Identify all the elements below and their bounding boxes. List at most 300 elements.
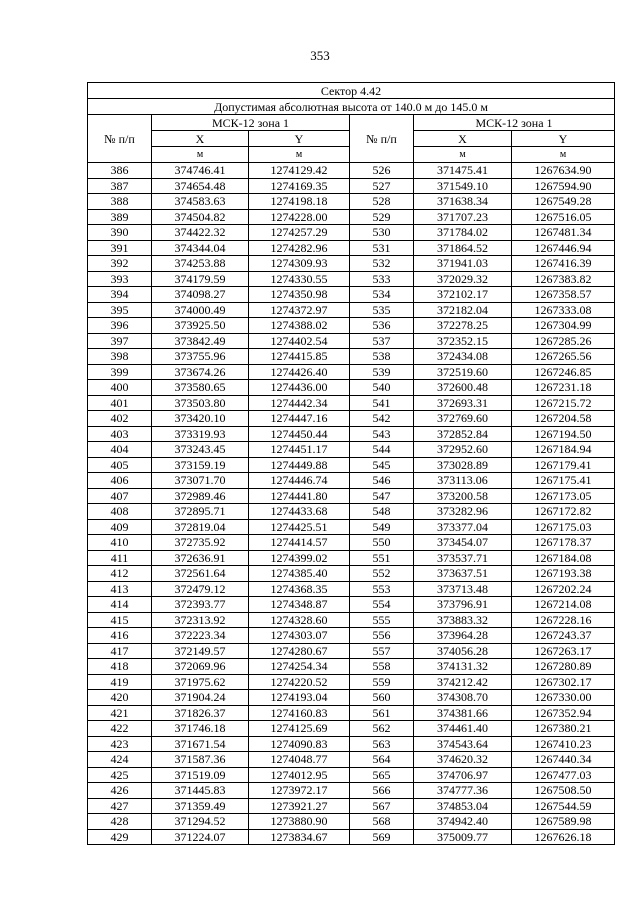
point-number-left: 411 — [88, 550, 152, 566]
point-number-left: 412 — [88, 566, 152, 582]
point-number-left: 422 — [88, 721, 152, 737]
point-number-right: 544 — [350, 442, 414, 458]
x-coordinate-right: 374942.40 — [414, 814, 512, 830]
y-coordinate-left: 1274402.54 — [249, 333, 350, 349]
point-number-right: 546 — [350, 473, 414, 489]
point-number-right: 539 — [350, 364, 414, 380]
x-coordinate-left: 371359.49 — [152, 798, 249, 814]
unit-x-left: м — [152, 147, 249, 163]
table-row — [88, 519, 615, 535]
table-row — [88, 395, 615, 411]
x-coordinate-left: 371519.09 — [152, 767, 249, 783]
y-coordinate-left: 1274169.35 — [249, 178, 350, 194]
y-coordinate-right: 1267383.82 — [512, 271, 615, 287]
y-coordinate-right: 1267204.58 — [512, 411, 615, 427]
x-coordinate-left: 372069.96 — [152, 659, 249, 675]
x-coordinate-right: 372102.17 — [414, 287, 512, 303]
x-coordinate-right: 372029.32 — [414, 271, 512, 287]
point-number-left: 392 — [88, 256, 152, 272]
x-coordinate-right: 372182.04 — [414, 302, 512, 318]
table-row — [88, 225, 615, 241]
y-coordinate-left: 1273834.67 — [249, 829, 350, 845]
y-coordinate-right: 1267172.82 — [512, 504, 615, 520]
y-header-right: Y — [512, 131, 615, 147]
point-number-left: 394 — [88, 287, 152, 303]
x-coordinate-right: 373282.96 — [414, 504, 512, 520]
point-number-left: 404 — [88, 442, 152, 458]
x-coordinate-right: 371941.03 — [414, 256, 512, 272]
point-number-right: 540 — [350, 380, 414, 396]
y-coordinate-left: 1274303.07 — [249, 628, 350, 644]
point-number-left: 398 — [88, 349, 152, 365]
system-header-right: МСК-12 зона 1 — [414, 115, 615, 131]
point-number-right: 547 — [350, 488, 414, 504]
unit-x-right: м — [414, 147, 512, 163]
point-number-right: 530 — [350, 225, 414, 241]
point-number-left: 427 — [88, 798, 152, 814]
x-coordinate-left: 371671.54 — [152, 736, 249, 752]
x-coordinate-left: 374344.04 — [152, 240, 249, 256]
point-number-right: 545 — [350, 457, 414, 473]
x-coordinate-left: 372636.91 — [152, 550, 249, 566]
y-coordinate-left: 1274012.95 — [249, 767, 350, 783]
point-number-left: 419 — [88, 674, 152, 690]
point-number-right: 533 — [350, 271, 414, 287]
y-coordinate-right: 1267184.08 — [512, 550, 615, 566]
y-coordinate-left: 1274254.34 — [249, 659, 350, 675]
table-row — [88, 426, 615, 442]
point-number-left: 393 — [88, 271, 152, 287]
table-row — [88, 550, 615, 566]
y-coordinate-right: 1267304.99 — [512, 318, 615, 334]
point-number-right: 553 — [350, 581, 414, 597]
x-coordinate-left: 374253.88 — [152, 256, 249, 272]
point-number-right: 560 — [350, 690, 414, 706]
point-number-left: 390 — [88, 225, 152, 241]
x-coordinate-right: 371549.10 — [414, 178, 512, 194]
point-number-left: 401 — [88, 395, 152, 411]
y-coordinate-right: 1267175.03 — [512, 519, 615, 535]
point-number-right: 534 — [350, 287, 414, 303]
x-coordinate-right: 371864.52 — [414, 240, 512, 256]
x-coordinate-left: 371224.07 — [152, 829, 249, 845]
y-coordinate-right: 1267440.34 — [512, 752, 615, 768]
table-row — [88, 829, 615, 845]
x-header-left: X — [152, 131, 249, 147]
y-coordinate-left: 1274129.42 — [249, 163, 350, 179]
y-coordinate-left: 1274426.40 — [249, 364, 350, 380]
x-header-right: X — [414, 131, 512, 147]
x-coordinate-left: 372989.46 — [152, 488, 249, 504]
y-coordinate-right: 1267179.41 — [512, 457, 615, 473]
y-coordinate-right: 1267215.72 — [512, 395, 615, 411]
table-row — [88, 457, 615, 473]
point-number-left: 429 — [88, 829, 152, 845]
y-coordinate-left: 1274385.40 — [249, 566, 350, 582]
table-row — [88, 488, 615, 504]
table-row — [88, 364, 615, 380]
point-number-left: 388 — [88, 194, 152, 210]
x-coordinate-left: 372313.92 — [152, 612, 249, 628]
x-coordinate-left: 373071.70 — [152, 473, 249, 489]
point-number-left: 425 — [88, 767, 152, 783]
y-coordinate-right: 1267178.37 — [512, 535, 615, 551]
point-number-left: 413 — [88, 581, 152, 597]
x-coordinate-left: 372149.57 — [152, 643, 249, 659]
y-coordinate-right: 1267352.94 — [512, 705, 615, 721]
x-coordinate-right: 373113.06 — [414, 473, 512, 489]
y-coordinate-right: 1267280.89 — [512, 659, 615, 675]
x-coordinate-left: 373159.19 — [152, 457, 249, 473]
point-number-left: 397 — [88, 333, 152, 349]
x-coordinate-right: 373964.28 — [414, 628, 512, 644]
num-header-left: № п/п — [88, 115, 152, 163]
x-coordinate-left: 373925.50 — [152, 318, 249, 334]
table-row — [88, 659, 615, 675]
x-coordinate-right: 371707.23 — [414, 209, 512, 225]
point-number-left: 428 — [88, 814, 152, 830]
y-coordinate-right: 1267508.50 — [512, 783, 615, 799]
y-coordinate-left: 1274048.77 — [249, 752, 350, 768]
y-coordinate-right: 1267358.57 — [512, 287, 615, 303]
x-coordinate-left: 372223.34 — [152, 628, 249, 644]
table-row — [88, 318, 615, 334]
y-coordinate-left: 1274388.02 — [249, 318, 350, 334]
table-row — [88, 705, 615, 721]
table-row — [88, 736, 615, 752]
x-coordinate-right: 374777.36 — [414, 783, 512, 799]
x-coordinate-left: 372479.12 — [152, 581, 249, 597]
y-coordinate-left: 1274090.83 — [249, 736, 350, 752]
y-coordinate-left: 1274368.35 — [249, 581, 350, 597]
y-coordinate-left: 1274257.29 — [249, 225, 350, 241]
point-number-right: 531 — [350, 240, 414, 256]
point-number-left: 406 — [88, 473, 152, 489]
y-coordinate-right: 1267544.59 — [512, 798, 615, 814]
x-coordinate-right: 371784.02 — [414, 225, 512, 241]
x-coordinate-left: 373503.80 — [152, 395, 249, 411]
y-coordinate-left: 1274228.00 — [249, 209, 350, 225]
y-coordinate-right: 1267626.18 — [512, 829, 615, 845]
point-number-right: 563 — [350, 736, 414, 752]
x-coordinate-right: 371638.34 — [414, 194, 512, 210]
num-header-right: № п/п — [350, 115, 414, 163]
x-coordinate-right: 372693.31 — [414, 395, 512, 411]
x-coordinate-left: 372393.77 — [152, 597, 249, 613]
y-coordinate-left: 1274282.96 — [249, 240, 350, 256]
point-number-left: 410 — [88, 535, 152, 551]
point-number-right: 552 — [350, 566, 414, 582]
y-coordinate-left: 1274125.69 — [249, 721, 350, 737]
x-coordinate-left: 371975.62 — [152, 674, 249, 690]
coordinates-table — [87, 82, 615, 845]
x-coordinate-right: 374381.66 — [414, 705, 512, 721]
y-coordinate-right: 1267410.23 — [512, 736, 615, 752]
y-coordinate-left: 1274309.93 — [249, 256, 350, 272]
table-row — [88, 411, 615, 427]
point-number-right: 527 — [350, 178, 414, 194]
point-number-left: 402 — [88, 411, 152, 427]
x-coordinate-right: 372852.84 — [414, 426, 512, 442]
x-coordinate-right: 372519.60 — [414, 364, 512, 380]
point-number-left: 399 — [88, 364, 152, 380]
table-row — [88, 535, 615, 551]
y-coordinate-right: 1267193.38 — [512, 566, 615, 582]
y-coordinate-right: 1267214.08 — [512, 597, 615, 613]
point-number-left: 407 — [88, 488, 152, 504]
point-number-left: 423 — [88, 736, 152, 752]
point-number-right: 528 — [350, 194, 414, 210]
point-number-left: 426 — [88, 783, 152, 799]
y-coordinate-right: 1267246.85 — [512, 364, 615, 380]
x-coordinate-left: 374000.49 — [152, 302, 249, 318]
point-number-right: 566 — [350, 783, 414, 799]
x-coordinate-left: 374583.63 — [152, 194, 249, 210]
point-number-right: 549 — [350, 519, 414, 535]
table-row — [88, 256, 615, 272]
y-coordinate-left: 1273972.17 — [249, 783, 350, 799]
table-row — [88, 674, 615, 690]
y-coordinate-left: 1274415.85 — [249, 349, 350, 365]
y-coordinate-left: 1274350.98 — [249, 287, 350, 303]
point-number-left: 395 — [88, 302, 152, 318]
unit-y-right: м — [512, 147, 615, 163]
point-number-left: 400 — [88, 380, 152, 396]
y-coordinate-left: 1273921.27 — [249, 798, 350, 814]
table-row — [88, 628, 615, 644]
y-coordinate-left: 1274193.04 — [249, 690, 350, 706]
y-header-left: Y — [249, 131, 350, 147]
point-number-right: 562 — [350, 721, 414, 737]
y-coordinate-right: 1267589.98 — [512, 814, 615, 830]
point-number-right: 558 — [350, 659, 414, 675]
x-coordinate-left: 373319.93 — [152, 426, 249, 442]
y-coordinate-left: 1274348.87 — [249, 597, 350, 613]
y-coordinate-left: 1274372.97 — [249, 302, 350, 318]
point-number-right: 559 — [350, 674, 414, 690]
x-coordinate-left: 372819.04 — [152, 519, 249, 535]
point-number-right: 548 — [350, 504, 414, 520]
point-number-left: 403 — [88, 426, 152, 442]
point-number-right: 532 — [350, 256, 414, 272]
table-row — [88, 690, 615, 706]
x-coordinate-right: 373200.58 — [414, 488, 512, 504]
y-coordinate-left: 1274399.02 — [249, 550, 350, 566]
x-coordinate-left: 374654.48 — [152, 178, 249, 194]
table-row — [88, 333, 615, 349]
table-row — [88, 194, 615, 210]
y-coordinate-right: 1267549.28 — [512, 194, 615, 210]
point-number-left: 420 — [88, 690, 152, 706]
point-number-left: 424 — [88, 752, 152, 768]
point-number-right: 568 — [350, 814, 414, 830]
point-number-left: 405 — [88, 457, 152, 473]
table-row — [88, 349, 615, 365]
x-coordinate-left: 371445.83 — [152, 783, 249, 799]
table-row — [88, 442, 615, 458]
point-number-right: 550 — [350, 535, 414, 551]
x-coordinate-left: 372735.92 — [152, 535, 249, 551]
table-row — [88, 271, 615, 287]
table-row — [88, 302, 615, 318]
y-coordinate-right: 1267243.37 — [512, 628, 615, 644]
x-coordinate-left: 371904.24 — [152, 690, 249, 706]
y-coordinate-left: 1274425.51 — [249, 519, 350, 535]
table-row — [88, 473, 615, 489]
point-number-left: 416 — [88, 628, 152, 644]
table-row — [88, 163, 615, 179]
table-row — [88, 287, 615, 303]
x-coordinate-right: 374853.04 — [414, 798, 512, 814]
table-row — [88, 597, 615, 613]
point-number-left: 408 — [88, 504, 152, 520]
y-coordinate-right: 1267634.90 — [512, 163, 615, 179]
table-row — [88, 178, 615, 194]
point-number-right: 556 — [350, 628, 414, 644]
table-row — [88, 814, 615, 830]
y-coordinate-left: 1274198.18 — [249, 194, 350, 210]
x-coordinate-right: 374620.32 — [414, 752, 512, 768]
y-coordinate-right: 1267416.39 — [512, 256, 615, 272]
point-number-right: 535 — [350, 302, 414, 318]
x-coordinate-left: 373420.10 — [152, 411, 249, 427]
x-coordinate-right: 371475.41 — [414, 163, 512, 179]
x-coordinate-right: 374543.64 — [414, 736, 512, 752]
table-row — [88, 767, 615, 783]
y-coordinate-left: 1274447.16 — [249, 411, 350, 427]
table-row — [88, 380, 615, 396]
x-coordinate-left: 374504.82 — [152, 209, 249, 225]
y-coordinate-right: 1267380.21 — [512, 721, 615, 737]
x-coordinate-left: 373755.96 — [152, 349, 249, 365]
point-number-left: 417 — [88, 643, 152, 659]
x-coordinate-right: 374056.28 — [414, 643, 512, 659]
x-coordinate-left: 374098.27 — [152, 287, 249, 303]
y-coordinate-right: 1267302.17 — [512, 674, 615, 690]
y-coordinate-right: 1267330.00 — [512, 690, 615, 706]
y-coordinate-left: 1274280.67 — [249, 643, 350, 659]
y-coordinate-right: 1267263.17 — [512, 643, 615, 659]
x-coordinate-left: 371826.37 — [152, 705, 249, 721]
y-coordinate-left: 1274450.44 — [249, 426, 350, 442]
x-coordinate-right: 373028.89 — [414, 457, 512, 473]
x-coordinate-left: 374179.59 — [152, 271, 249, 287]
y-coordinate-right: 1267175.41 — [512, 473, 615, 489]
table-row — [88, 612, 615, 628]
point-number-right: 543 — [350, 426, 414, 442]
table-row — [88, 643, 615, 659]
x-coordinate-right: 374212.42 — [414, 674, 512, 690]
point-number-right: 542 — [350, 411, 414, 427]
point-number-left: 409 — [88, 519, 152, 535]
table-row — [88, 240, 615, 256]
x-coordinate-left: 371587.36 — [152, 752, 249, 768]
x-coordinate-right: 375009.77 — [414, 829, 512, 845]
y-coordinate-right: 1267516.05 — [512, 209, 615, 225]
point-number-right: 557 — [350, 643, 414, 659]
point-number-left: 421 — [88, 705, 152, 721]
point-number-right: 536 — [350, 318, 414, 334]
y-coordinate-right: 1267285.26 — [512, 333, 615, 349]
x-coordinate-right: 373377.04 — [414, 519, 512, 535]
unit-y-left: м — [249, 147, 350, 163]
x-coordinate-right: 373883.32 — [414, 612, 512, 628]
y-coordinate-left: 1274330.55 — [249, 271, 350, 287]
table-row — [88, 752, 615, 768]
x-coordinate-left: 373580.65 — [152, 380, 249, 396]
table-row — [88, 581, 615, 597]
x-coordinate-left: 371746.18 — [152, 721, 249, 737]
x-coordinate-right: 374308.70 — [414, 690, 512, 706]
table-row — [88, 798, 615, 814]
y-coordinate-right: 1267481.34 — [512, 225, 615, 241]
point-number-left: 415 — [88, 612, 152, 628]
x-coordinate-left: 371294.52 — [152, 814, 249, 830]
system-header-left: МСК-12 зона 1 — [152, 115, 350, 131]
x-coordinate-right: 372352.15 — [414, 333, 512, 349]
y-coordinate-right: 1267184.94 — [512, 442, 615, 458]
y-coordinate-left: 1274436.00 — [249, 380, 350, 396]
y-coordinate-left: 1274328.60 — [249, 612, 350, 628]
table-row — [88, 783, 615, 799]
point-number-left: 389 — [88, 209, 152, 225]
y-coordinate-left: 1274446.74 — [249, 473, 350, 489]
point-number-right: 526 — [350, 163, 414, 179]
x-coordinate-right: 374461.40 — [414, 721, 512, 737]
x-coordinate-left: 373842.49 — [152, 333, 249, 349]
height-range: Допустимая абсолютная высота от 140.0 м до 145.0 м — [88, 99, 615, 115]
point-number-right: 561 — [350, 705, 414, 721]
table-row — [88, 209, 615, 225]
point-number-right: 567 — [350, 798, 414, 814]
page-number: 353 — [310, 48, 330, 63]
point-number-right: 537 — [350, 333, 414, 349]
x-coordinate-right: 374131.32 — [414, 659, 512, 675]
y-coordinate-left: 1273880.90 — [249, 814, 350, 830]
y-coordinate-right: 1267594.90 — [512, 178, 615, 194]
y-coordinate-right: 1267202.24 — [512, 581, 615, 597]
point-number-left: 387 — [88, 178, 152, 194]
point-number-left: 396 — [88, 318, 152, 334]
x-coordinate-right: 373537.71 — [414, 550, 512, 566]
point-number-right: 551 — [350, 550, 414, 566]
point-number-left: 414 — [88, 597, 152, 613]
y-coordinate-left: 1274449.88 — [249, 457, 350, 473]
y-coordinate-right: 1267173.05 — [512, 488, 615, 504]
y-coordinate-left: 1274433.68 — [249, 504, 350, 520]
y-coordinate-right: 1267333.08 — [512, 302, 615, 318]
y-coordinate-left: 1274220.52 — [249, 674, 350, 690]
y-coordinate-left: 1274160.83 — [249, 705, 350, 721]
x-coordinate-left: 372895.71 — [152, 504, 249, 520]
table-row — [88, 566, 615, 582]
y-coordinate-right: 1267194.50 — [512, 426, 615, 442]
x-coordinate-right: 373454.07 — [414, 535, 512, 551]
x-coordinate-right: 372434.08 — [414, 349, 512, 365]
y-coordinate-right: 1267228.16 — [512, 612, 615, 628]
x-coordinate-right: 372278.25 — [414, 318, 512, 334]
point-number-right: 564 — [350, 752, 414, 768]
point-number-right: 554 — [350, 597, 414, 613]
table-row — [88, 504, 615, 520]
point-number-left: 386 — [88, 163, 152, 179]
point-number-right: 538 — [350, 349, 414, 365]
y-coordinate-right: 1267477.03 — [512, 767, 615, 783]
y-coordinate-left: 1274414.57 — [249, 535, 350, 551]
point-number-left: 391 — [88, 240, 152, 256]
x-coordinate-right: 373713.48 — [414, 581, 512, 597]
x-coordinate-left: 374422.32 — [152, 225, 249, 241]
